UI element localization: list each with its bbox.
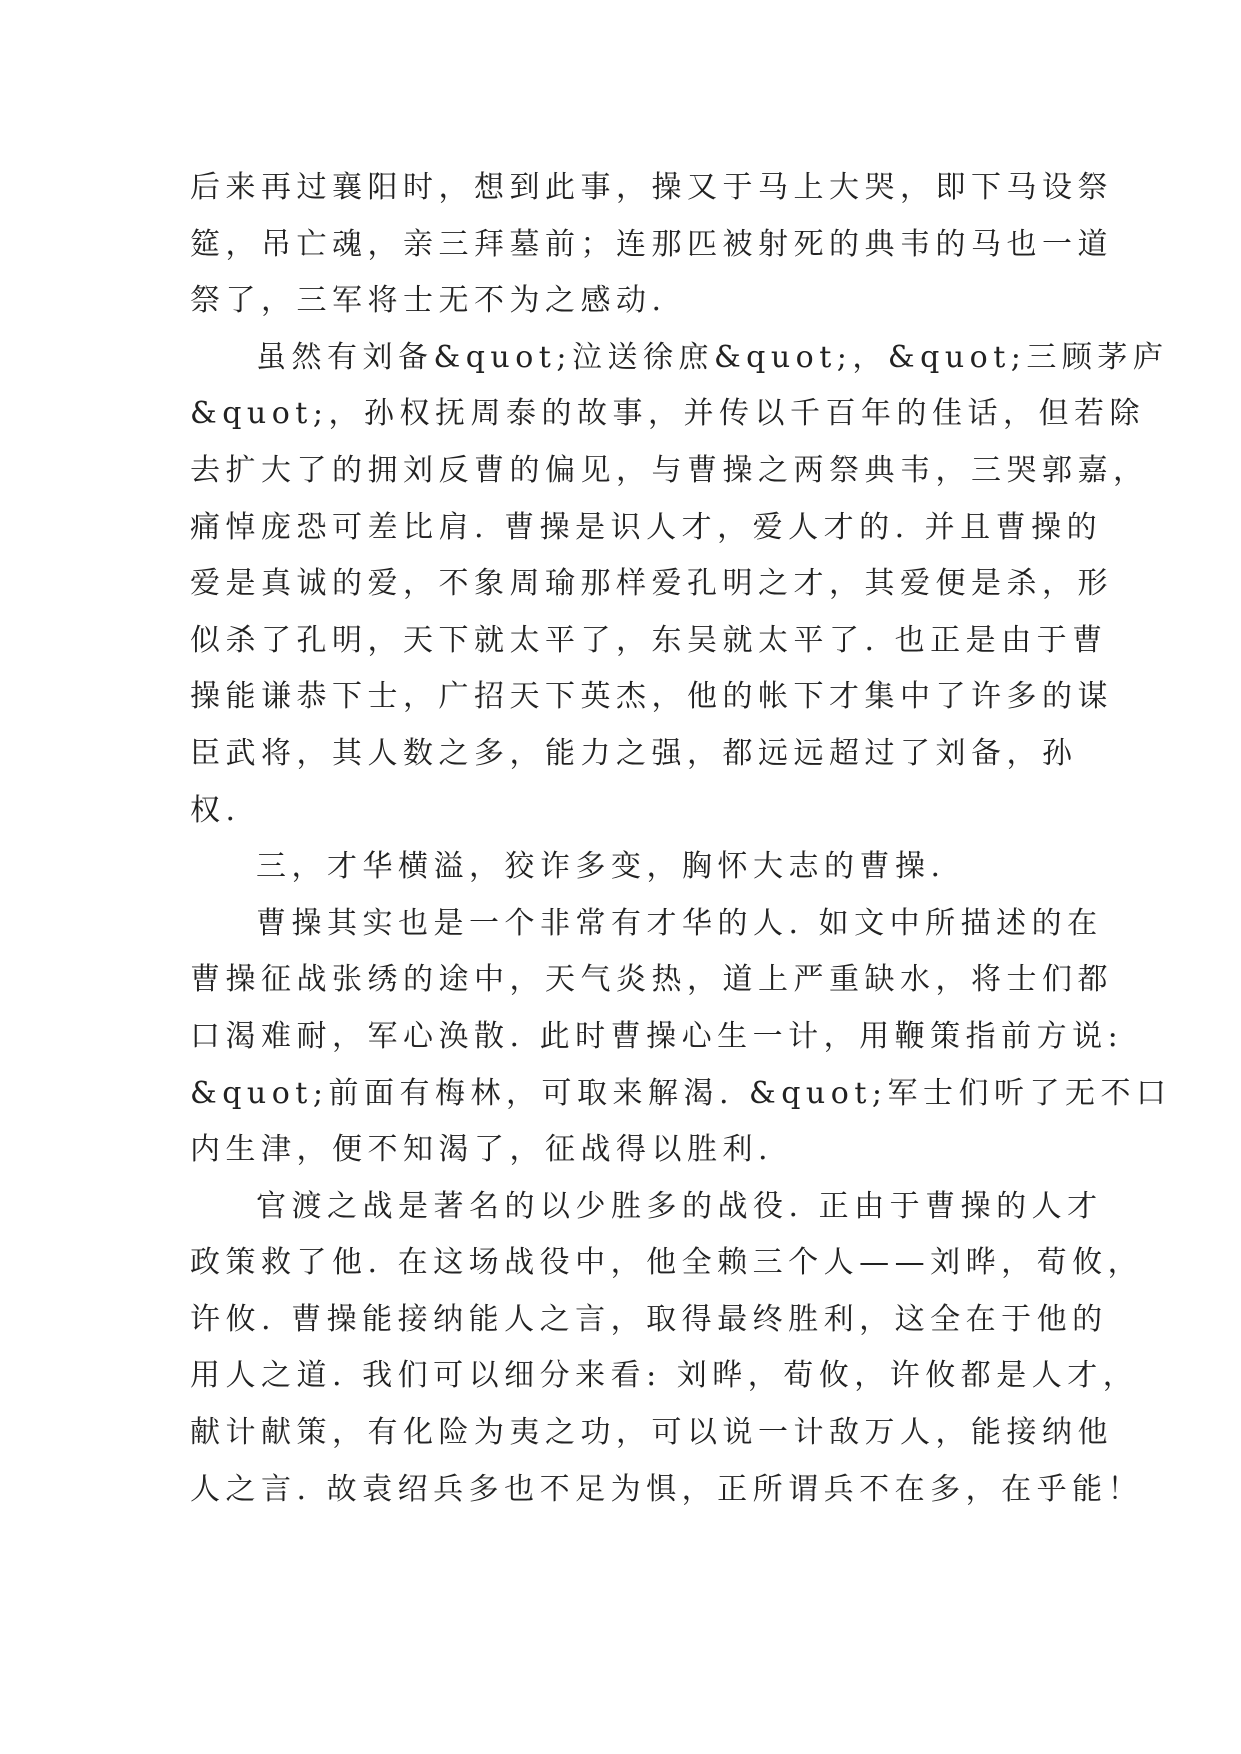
text-line: 内生津，便不知渴了，征战得以胜利. <box>190 1132 774 1168</box>
text-line: 权. <box>190 792 241 828</box>
text-line: 政策救了他. 在这场战役中，他全赖三个人——刘晔，荀攸， <box>190 1245 1144 1281</box>
text-line: 操能谦恭下士，广招天下英杰，他的帐下才集中了许多的谋 <box>190 679 1113 715</box>
section-heading-line: 三，才华横溢，狡诈多变，胸怀大志的曹操. <box>256 849 946 885</box>
text-line: 去扩大了的拥刘反曹的偏见，与曹操之两祭典韦，三哭郭嘉， <box>190 452 1149 488</box>
text-line: 筵，吊亡魂，亲三拜墓前；连那匹被射死的典韦的马也一道 <box>190 226 1113 262</box>
text-line: 祭了，三军将士无不为之感动. <box>190 283 667 319</box>
text-line: 献计献策，有化险为夷之功，可以说一计敌万人，能接纳他 <box>190 1415 1113 1451</box>
text-line: 口渴难耐，军心涣散. 此时曹操心生一计，用鞭策指前方说: <box>190 1018 1124 1054</box>
paragraph-start-line: 官渡之战是著名的以少胜多的战役. 正由于曹操的人才 <box>256 1188 1103 1224</box>
body-text <box>190 160 1172 1518</box>
text-line: 爱是真诚的爱，不象周瑜那样爱孔明之才，其爱便是杀，形 <box>190 566 1113 602</box>
text-line: 痛悼庞恐可差比肩. 曹操是识人才，爱人才的. 并且曹操的 <box>190 509 1103 545</box>
text-line: 用人之道. 我们可以细分来看: 刘晔，荀攸，许攸都是人才， <box>190 1358 1139 1394</box>
text-line: 臣武将，其人数之多，能力之强，都远远超过了刘备，孙 <box>190 735 1078 771</box>
paragraph-start-line: 虽然有刘备&quot;泣送徐庶&quot;，&quot;三顾茅庐 <box>256 339 1169 375</box>
text-line: 许攸. 曹操能接纳能人之言，取得最终胜利，这全在于他的 <box>190 1301 1108 1337</box>
text-line: 似杀了孔明，天下就太平了，东吴就太平了. 也正是由于曹 <box>190 622 1108 658</box>
text-line: 人之言. 故袁绍兵多也不足为惧，正所谓兵不在多，在乎能！ <box>190 1471 1144 1507</box>
paragraph-start-line: 曹操其实也是一个非常有才华的人. 如文中所描述的在 <box>256 905 1103 941</box>
text-line: 曹操征战张绣的途中，天气炎热，道上严重缺水，将士们都 <box>190 962 1113 998</box>
text-line: 后来再过襄阳时，想到此事，操又于马上大哭，即下马设祭 <box>190 170 1113 205</box>
text-line: &quot;，孙权抚周泰的故事，并传以千百年的佳话，但若除 <box>190 396 1145 432</box>
text-line: &quot;前面有梅林，可取来解渴. &quot;军士们听了无不口 <box>190 1075 1172 1111</box>
